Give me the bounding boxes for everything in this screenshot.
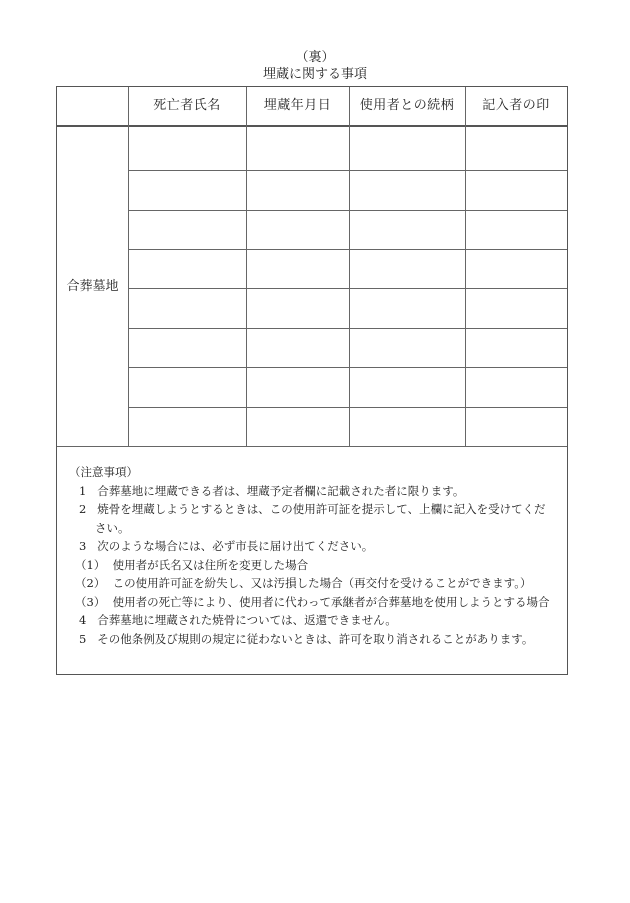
page-title: 埋蔵に関する事項: [262, 67, 367, 82]
row-divider: [128, 288, 567, 289]
note-item: 2 焼骨を埋蔵しようとするときは、この使用許可証を提示して、上欄に記入を受けてくだ さい。: [79, 502, 546, 535]
column-divider: [246, 87, 247, 446]
note-subitem: （3） 使用者の死亡等により、使用者に代わって承継者が合葬墓地を使用しようとする場合: [75, 594, 550, 609]
column-divider: [128, 87, 129, 446]
column-header-deceased-name: 死亡者氏名: [153, 98, 221, 113]
burial-record-form: [56, 86, 568, 675]
column-divider: [465, 87, 466, 446]
side-note: （裏）: [295, 50, 335, 65]
row-label-communal-grave: 合葬墓地: [66, 279, 119, 294]
note-subitem: （2） この使用許可証を紛失し、又は汚損した場合（再交付を受けることができます。）: [75, 576, 532, 590]
column-header-relationship: 使用者との続柄: [359, 98, 455, 113]
table-bottom-divider: [57, 446, 567, 447]
note-subitem: （1） 使用者が氏名又は住所を変更した場合: [75, 557, 309, 572]
column-divider: [349, 87, 350, 446]
column-header-burial-date: 埋蔵年月日: [263, 98, 332, 113]
header-divider: [57, 125, 567, 127]
notes-section: [69, 463, 561, 648]
notes-heading: （注意事項）: [69, 465, 138, 479]
row-divider: [128, 249, 567, 250]
header-blank-cell: [57, 87, 128, 125]
row-divider: [128, 328, 567, 329]
note-item: 5 その他条例及び規則の規定に従わないときは、許可を取り消されることがあります。: [79, 631, 534, 646]
row-divider: [128, 170, 567, 171]
note-item: 1 合葬墓地に埋蔵できる者は、埋蔵予定者欄に記載された者に限ります。: [79, 483, 465, 498]
row-divider: [128, 367, 567, 368]
note-item: 3 次のような場合には、必ず市長に届け出てください。: [79, 539, 374, 553]
row-divider: [128, 210, 567, 211]
note-item: 4 合葬墓地に埋蔵された焼骨については、返還できません。: [79, 613, 397, 627]
column-header-recorder-seal: 記入者の印: [482, 98, 550, 113]
row-divider: [128, 407, 567, 408]
